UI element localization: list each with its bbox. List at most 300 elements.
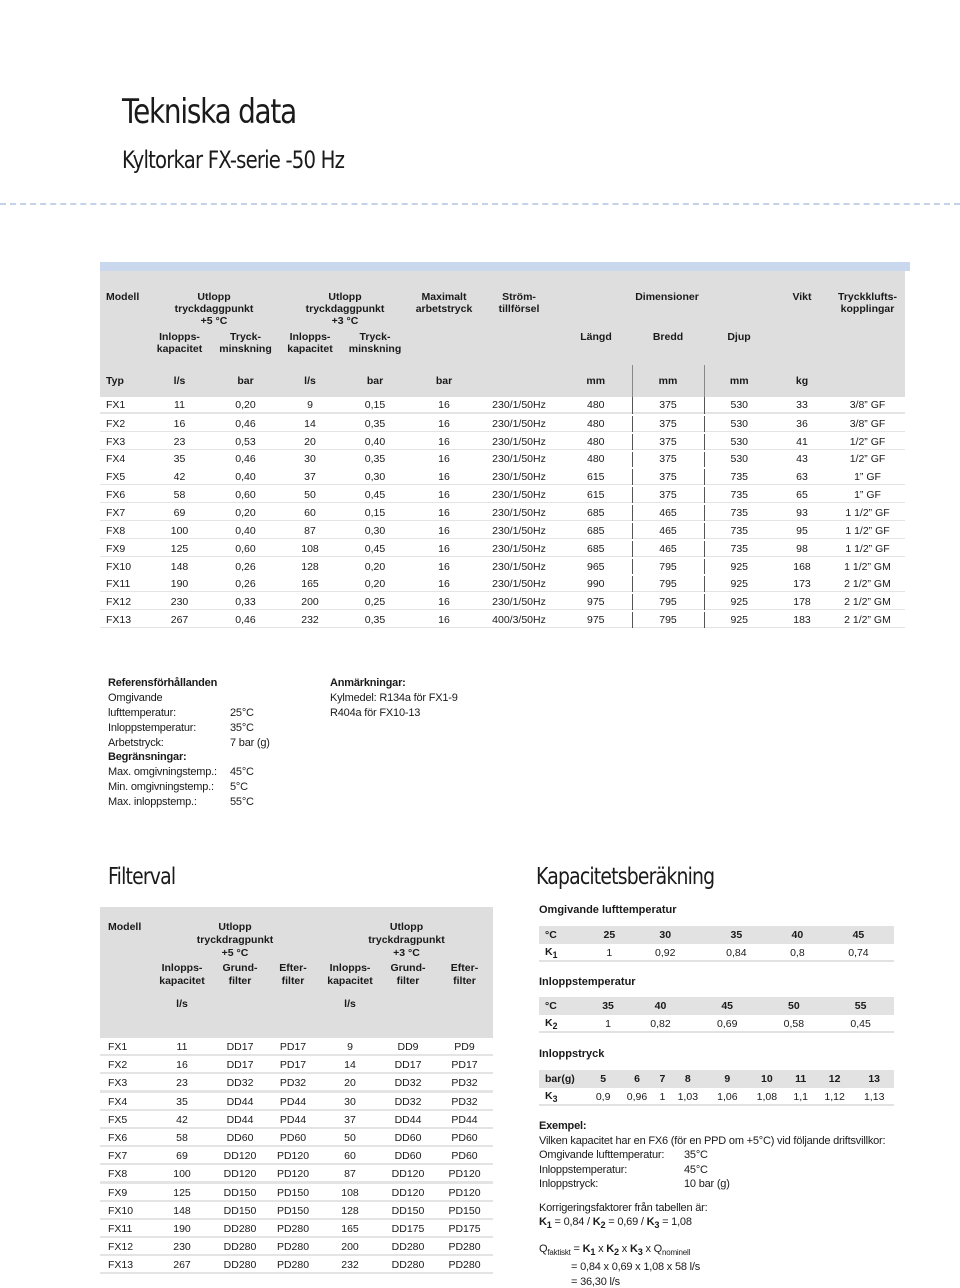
unit: bar	[340, 365, 410, 397]
header-blank	[478, 331, 560, 365]
table-cell: 0,46	[211, 415, 280, 433]
table-cell: 990	[560, 575, 632, 593]
limit-item: Min. omgivningstemp.: 5°C	[108, 781, 248, 793]
filter-row	[100, 1093, 493, 1111]
table-cell: 165	[280, 575, 340, 593]
factor-header-value: 11	[787, 1070, 815, 1088]
header-sub: Tryck- minskning	[340, 331, 410, 365]
table-cell: 16	[410, 486, 478, 504]
filter-cell: 165	[320, 1220, 380, 1238]
factor-header-value: 25	[589, 926, 630, 944]
unit: mm	[632, 365, 704, 397]
table-cell: FX5	[100, 468, 148, 486]
page-subtitle: Kyltorkar FX-serie -50 Hz	[122, 146, 345, 174]
filter-cell: 60	[320, 1147, 380, 1165]
table-cell: FX3	[100, 433, 148, 451]
example-intro: Vilken kapacitet har en FX6 (för en PPD om +5°C) vid följande driftsvillkor:	[539, 1134, 886, 1147]
table-cell: 16	[410, 451, 478, 469]
factor-value: 0,74	[823, 944, 894, 962]
table-row	[100, 522, 905, 540]
filter-cell: FX4	[100, 1093, 150, 1111]
table-cell: 230/1/50Hz	[478, 593, 560, 611]
table-cell: 975	[560, 593, 632, 611]
table-cell: 230/1/50Hz	[478, 433, 560, 451]
factor-value: 0,96	[617, 1088, 657, 1106]
filter-row	[100, 1056, 493, 1074]
unit: l/s	[280, 365, 340, 397]
table-cell: 36	[774, 415, 830, 433]
filter-header-blank	[266, 994, 320, 1038]
factor-header-value: 8	[668, 1070, 708, 1088]
factor-header-value: 10	[747, 1070, 787, 1088]
filter-cell: DD150	[380, 1202, 436, 1220]
filter-cell: DD44	[380, 1111, 436, 1129]
table-cell: 60	[280, 504, 340, 522]
table-cell: 0,20	[340, 575, 410, 593]
condition-item: Inloppstemperatur: 45°C	[539, 1163, 708, 1176]
filter-row	[100, 1220, 493, 1238]
filter-cell: PD280	[266, 1256, 320, 1274]
table-cell: 69	[148, 504, 211, 522]
filter-cell: PD17	[266, 1056, 320, 1074]
table-cell: 37	[280, 468, 340, 486]
filterval-title: Filterval	[108, 864, 176, 890]
filter-cell: 128	[320, 1202, 380, 1220]
filter-cell: PD280	[266, 1238, 320, 1256]
table-cell: 925	[704, 593, 774, 611]
header-weight: Vikt	[774, 271, 830, 331]
filter-cell: FX9	[100, 1184, 150, 1202]
filter-header-sub: Grund- filter	[214, 962, 266, 994]
table-cell: 50	[280, 486, 340, 504]
factor-value: 0,84	[701, 944, 772, 962]
table-cell: 148	[148, 558, 211, 576]
filter-cell: DD17	[380, 1056, 436, 1074]
table-cell: 1 1/2” GF	[830, 504, 905, 522]
table-cell: FX7	[100, 504, 148, 522]
inlet-temp-factor-section	[539, 976, 894, 1033]
factors-text: Korrigeringsfaktorer från tabellen är:	[539, 1201, 708, 1214]
filter-cell: PD60	[436, 1147, 493, 1165]
filter-cell: 200	[320, 1238, 380, 1256]
table-cell: 16	[410, 433, 478, 451]
table-cell: 0,26	[211, 558, 280, 576]
table-cell: 685	[560, 504, 632, 522]
factor-value: 0,8	[772, 944, 823, 962]
table-cell: 100	[148, 522, 211, 540]
table-cell: 16	[410, 522, 478, 540]
filter-cell: DD44	[214, 1093, 266, 1111]
factor-header-value: 45	[823, 926, 894, 944]
page-title: Tekniska data	[122, 92, 296, 132]
factor-k-label: $K_1$	[539, 944, 589, 962]
table-row	[100, 468, 905, 486]
filter-unit: l/s	[320, 994, 380, 1038]
table-cell: 183	[774, 611, 830, 629]
table-cell: 3/8” GF	[830, 415, 905, 433]
table-cell: 0,20	[211, 397, 280, 415]
filter-cell: 37	[320, 1111, 380, 1129]
table-cell: 530	[704, 415, 774, 433]
filter-header-5: Utlopp tryckdragpunkt +5 °C	[150, 907, 320, 962]
unit-typ: Typ	[100, 365, 148, 397]
filter-row	[100, 1202, 493, 1220]
factor-value: 0,69	[694, 1015, 761, 1033]
inlet-temp-factor-table	[539, 997, 894, 1033]
formula-line: $Q_{faktiskt} = K_1$ x $K_2$ x $K_3$ x $Q_{nominell}$	[539, 1242, 691, 1257]
table-cell: 43	[774, 451, 830, 469]
header-modell: Modell	[100, 271, 148, 331]
table-cell: 925	[704, 575, 774, 593]
table-cell: FX1	[100, 397, 148, 415]
table-cell: 16	[410, 468, 478, 486]
table-cell: 0,15	[340, 504, 410, 522]
filter-row	[100, 1147, 493, 1165]
filter-cell: DD32	[380, 1074, 436, 1092]
filter-cell: FX5	[100, 1111, 150, 1129]
table-cell: 375	[632, 451, 704, 469]
filter-cell: FX10	[100, 1202, 150, 1220]
table-row	[100, 611, 905, 629]
factor-header-row	[539, 926, 894, 944]
pressure-factor-table	[539, 1070, 894, 1106]
table-cell: 480	[560, 433, 632, 451]
table-cell: 0,33	[211, 593, 280, 611]
factors-line: $K_1 = 0,84 / K_2 = 0,69 / K_3 = 1,08$	[539, 1216, 692, 1231]
filter-cell: 30	[320, 1093, 380, 1111]
table-cell: 975	[560, 611, 632, 629]
filter-cell: 42	[150, 1111, 214, 1129]
filter-cell: 125	[150, 1184, 214, 1202]
factor-value: 0,9	[589, 1088, 617, 1106]
table-cell: 735	[704, 522, 774, 540]
table-cell: 0,35	[340, 415, 410, 433]
header-dewpoint-3: Utlopp tryckdaggpunkt +3 °C	[280, 271, 410, 331]
reference-heading: Referensförhållanden	[108, 677, 218, 689]
table-cell: 16	[148, 415, 211, 433]
filter-cell: PD175	[436, 1220, 493, 1238]
table-cell: 128	[280, 558, 340, 576]
filter-cell: 9	[320, 1038, 380, 1056]
unit: mm	[704, 365, 774, 397]
filter-cell: FX3	[100, 1074, 150, 1092]
table-cell: 735	[704, 540, 774, 558]
condition-item: Inloppstryck: 10 bar (g)	[539, 1178, 730, 1190]
filter-unit: l/s	[150, 994, 214, 1038]
factor-header-value: 30	[630, 926, 701, 944]
calc-line: = 0,84 x 0,69 x 1,08 x 58 l/s	[571, 1261, 701, 1274]
filter-cell: 23	[150, 1074, 214, 1092]
example-heading: Exempel:	[539, 1120, 587, 1132]
table-cell: 375	[632, 468, 704, 486]
filter-cell: 100	[150, 1165, 214, 1183]
filter-cell: PD280	[266, 1220, 320, 1238]
header-length: Längd	[560, 331, 632, 365]
table-cell: 98	[774, 540, 830, 558]
header-power: Ström- tillförsel	[478, 271, 560, 331]
table-cell: 1 1/2” GF	[830, 540, 905, 558]
filter-cell: DD44	[214, 1111, 266, 1129]
unit	[830, 365, 905, 397]
table-cell: 3/8” GF	[830, 397, 905, 415]
table-cell: 33	[774, 397, 830, 415]
filter-cell: 50	[320, 1129, 380, 1147]
table-cell: 375	[632, 415, 704, 433]
filter-cell: 35	[150, 1093, 214, 1111]
factor-header-value: 9	[708, 1070, 748, 1088]
filter-header-blank	[100, 962, 150, 994]
factor-value: 1	[589, 1015, 627, 1033]
filter-cell: FX8	[100, 1165, 150, 1183]
filter-header-blank	[380, 994, 436, 1038]
table-cell: 0,26	[211, 575, 280, 593]
filter-header-blank	[214, 994, 266, 1038]
filter-row	[100, 1038, 493, 1056]
table-cell: 173	[774, 575, 830, 593]
table-cell: 30	[280, 451, 340, 469]
table-cell: 965	[560, 558, 632, 576]
filter-cell: PD120	[436, 1184, 493, 1202]
filter-cell: FX7	[100, 1147, 150, 1165]
calc-result: = 36,30 l/s	[571, 1275, 620, 1288]
filter-cell: FX13	[100, 1256, 150, 1274]
factor-header-value: 45	[694, 997, 761, 1015]
header-sub: Inlopps- kapacitet	[280, 331, 340, 365]
filter-cell: 230	[150, 1238, 214, 1256]
filter-cell: PD280	[436, 1238, 493, 1256]
factor-value-row	[539, 1015, 894, 1033]
factor-value: 0,82	[627, 1015, 694, 1033]
limit-item: Max. inloppstemp.: 55°C	[108, 796, 254, 808]
filter-cell: PD150	[266, 1202, 320, 1220]
table-cell: FX9	[100, 540, 148, 558]
factor-value: 0,58	[761, 1015, 828, 1033]
table-cell: 735	[704, 468, 774, 486]
condition-item: Omgivande lufttemperatur: 35°C	[539, 1149, 708, 1161]
filter-cell: PD9	[436, 1038, 493, 1056]
filter-header-sub: Inlopps- kapacitet	[320, 962, 380, 994]
factor-value-row	[539, 944, 894, 962]
factor-header-value: 40	[772, 926, 823, 944]
technical-data-table	[100, 271, 905, 630]
filter-row	[100, 1184, 493, 1202]
remarks-line: R404a för FX10-13	[330, 707, 421, 719]
table-cell: 795	[632, 611, 704, 629]
filter-cell: FX2	[100, 1056, 150, 1074]
table-cell: 465	[632, 540, 704, 558]
table-cell: 14	[280, 415, 340, 433]
filter-cell: 14	[320, 1056, 380, 1074]
filter-cell: DD9	[380, 1038, 436, 1056]
ambient-factor-table	[539, 926, 894, 962]
table-cell: 1” GF	[830, 468, 905, 486]
filter-cell: PD120	[266, 1165, 320, 1183]
filter-header-blank	[100, 994, 150, 1038]
table-cell: 1/2” GF	[830, 433, 905, 451]
filter-cell: FX1	[100, 1038, 150, 1056]
filter-cell: DD120	[214, 1147, 266, 1165]
filter-cell: 267	[150, 1256, 214, 1274]
filter-cell: 69	[150, 1147, 214, 1165]
header-blank	[774, 331, 830, 365]
table-cell: 230/1/50Hz	[478, 397, 560, 415]
table-cell: 0,40	[211, 522, 280, 540]
table-cell: 0,45	[340, 540, 410, 558]
filter-cell: DD60	[380, 1129, 436, 1147]
table-cell: 168	[774, 558, 830, 576]
table-cell: 0,35	[340, 611, 410, 629]
filter-cell: 190	[150, 1220, 214, 1238]
filter-cell: DD280	[214, 1256, 266, 1274]
filter-cell: DD150	[214, 1184, 266, 1202]
header-width: Bredd	[632, 331, 704, 365]
filter-cell: PD44	[266, 1093, 320, 1111]
filter-cell: DD150	[214, 1202, 266, 1220]
factor-header-value: 40	[627, 997, 694, 1015]
factor-header-value: 35	[589, 997, 627, 1015]
filter-row	[100, 1129, 493, 1147]
filter-cell: DD280	[214, 1220, 266, 1238]
ambient-factor-section	[539, 904, 894, 962]
header-max-pressure: Maximalt arbetstryck	[410, 271, 478, 331]
table-cell: 480	[560, 415, 632, 433]
factor-value: 1	[657, 1088, 668, 1106]
filter-cell: PD60	[436, 1129, 493, 1147]
remarks-heading: Anmärkningar:	[330, 677, 406, 689]
filter-header-sub: Grund- filter	[380, 962, 436, 994]
table-cell: 480	[560, 451, 632, 469]
table-cell: 230/1/50Hz	[478, 522, 560, 540]
filter-cell: DD120	[380, 1165, 436, 1183]
factor-header-value: 12	[815, 1070, 855, 1088]
filter-row	[100, 1111, 493, 1129]
table-cell: 735	[704, 486, 774, 504]
filter-header-blank	[436, 994, 493, 1038]
filter-cell: DD120	[214, 1165, 266, 1183]
table-cell: 230/1/50Hz	[478, 415, 560, 433]
filter-cell: DD60	[380, 1147, 436, 1165]
table-cell: 230/1/50Hz	[478, 575, 560, 593]
unit: bar	[211, 365, 280, 397]
table-cell: 178	[774, 593, 830, 611]
table-cell: FX11	[100, 575, 148, 593]
table-cell: 400/3/50Hz	[478, 611, 560, 629]
filter-cell: DD175	[380, 1220, 436, 1238]
remarks	[330, 676, 458, 721]
table-cell: 190	[148, 575, 211, 593]
filter-cell: PD60	[266, 1129, 320, 1147]
factor-k-label: $K_3$	[539, 1088, 589, 1106]
filter-cell: 16	[150, 1056, 214, 1074]
filter-cell: DD32	[380, 1093, 436, 1111]
factor-header-row	[539, 1070, 894, 1088]
table-row	[100, 504, 905, 522]
filter-cell: 108	[320, 1184, 380, 1202]
header-blank	[100, 331, 148, 365]
table-cell: FX10	[100, 558, 148, 576]
filter-cell: FX12	[100, 1238, 150, 1256]
table-cell: FX2	[100, 415, 148, 433]
table-cell: 0,53	[211, 433, 280, 451]
table-cell: 795	[632, 558, 704, 576]
factor-header-value: 50	[761, 997, 828, 1015]
factor-value: 1,03	[668, 1088, 708, 1106]
inlet-temp-label: Inloppstemperatur	[539, 976, 636, 988]
table-cell: 480	[560, 397, 632, 415]
pressure-factor-section	[539, 1048, 894, 1106]
table-cell: 0,30	[340, 468, 410, 486]
table-row	[100, 415, 905, 433]
table-cell: 16	[410, 611, 478, 629]
table-cell: 0,20	[211, 504, 280, 522]
table-cell: FX4	[100, 451, 148, 469]
factor-value: 1,12	[815, 1088, 855, 1106]
filter-cell: PD44	[436, 1111, 493, 1129]
table-cell: 108	[280, 540, 340, 558]
table-cell: 16	[410, 558, 478, 576]
header-connections: Tryckklufts- kopplingar	[830, 271, 905, 331]
unit: mm	[560, 365, 632, 397]
table-row	[100, 433, 905, 451]
filter-cell: PD280	[436, 1256, 493, 1274]
table-cell: 2 1/2” GM	[830, 593, 905, 611]
limitations	[108, 750, 254, 810]
table-cell: 925	[704, 558, 774, 576]
table-cell: 230/1/50Hz	[478, 504, 560, 522]
filter-cell: FX6	[100, 1129, 150, 1147]
filter-cell: DD280	[380, 1256, 436, 1274]
table-cell: 0,25	[340, 593, 410, 611]
table-cell: 42	[148, 468, 211, 486]
table-cell: 375	[632, 486, 704, 504]
filter-cell: PD32	[436, 1093, 493, 1111]
table-cell: 615	[560, 468, 632, 486]
table-cell: 230/1/50Hz	[478, 451, 560, 469]
table-cell: 65	[774, 486, 830, 504]
table-cell: 58	[148, 486, 211, 504]
filter-cell: DD280	[380, 1238, 436, 1256]
table-row	[100, 575, 905, 593]
reference-item: Arbetstryck: 7 bar (g)	[108, 737, 270, 749]
factor-header-label: bar(g)	[539, 1070, 589, 1088]
factor-header-label: °C	[539, 926, 589, 944]
table-cell: 1 1/2” GM	[830, 558, 905, 576]
factor-header-value: 35	[701, 926, 772, 944]
header-dimensions: Dimensioner	[560, 271, 774, 331]
filter-cell: PD120	[266, 1147, 320, 1165]
filter-row	[100, 1074, 493, 1092]
table-cell: 0,40	[211, 468, 280, 486]
filter-cell: 232	[320, 1256, 380, 1274]
factor-value: 0,92	[630, 944, 701, 962]
limitations-heading: Begränsningar:	[108, 751, 187, 763]
table-cell: 125	[148, 540, 211, 558]
factor-value: 1,1	[787, 1088, 815, 1106]
reference-item: Inloppstemperatur: 35°C	[108, 722, 254, 734]
factor-value: 0,45	[827, 1015, 894, 1033]
factor-header-value: 6	[617, 1070, 657, 1088]
reference-conditions	[108, 676, 270, 751]
filter-cell: PD32	[266, 1074, 320, 1092]
factor-value: 1	[589, 944, 630, 962]
filter-cell: 58	[150, 1129, 214, 1147]
ambient-label: Omgivande lufttemperatur	[539, 904, 677, 916]
table-row	[100, 593, 905, 611]
table-cell: 925	[704, 611, 774, 629]
table-cell: FX6	[100, 486, 148, 504]
filter-header-sub: Efter- filter	[266, 962, 320, 994]
limit-item: Max. omgivningstemp.: 45°C	[108, 766, 254, 778]
